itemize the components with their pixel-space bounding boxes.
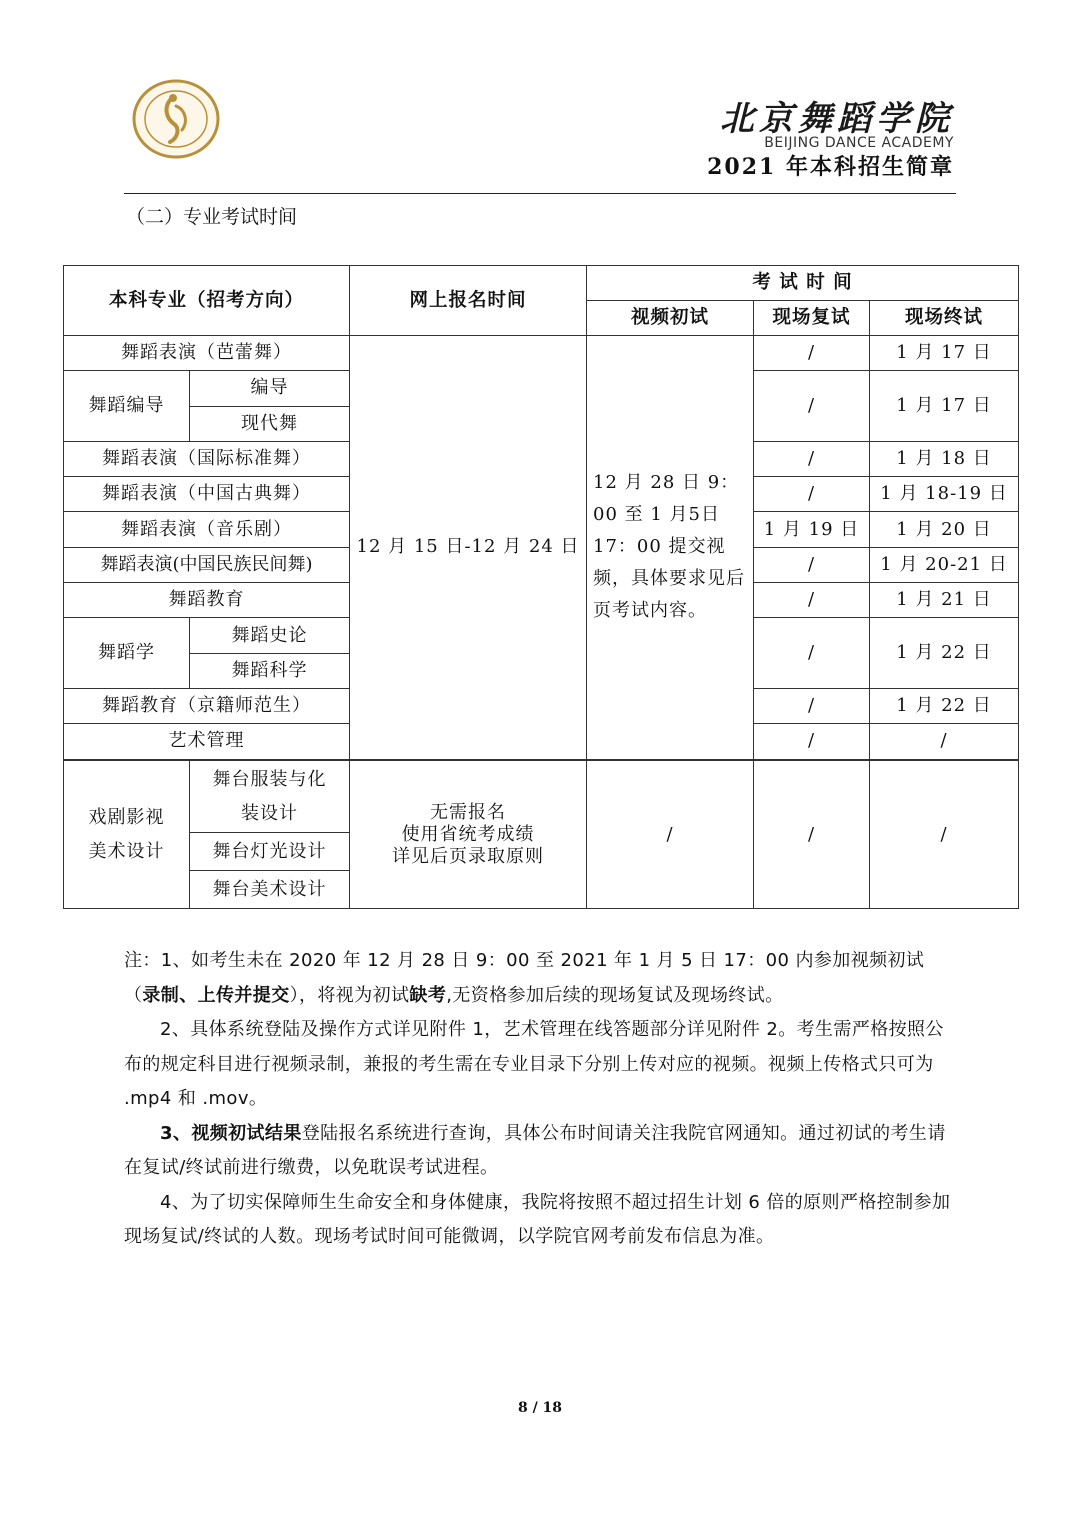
- note-4: 4、为了切实保障师生生命安全和身体健康，我院将按照不超过招生计划 6 倍的原则严格控制参加现场复试/终试的人数。现场考试时间可能微调，以学院官网考前发布信息为准。: [124, 1191, 951, 1247]
- note-text: ），将视为初试: [289, 984, 410, 1006]
- onsite-re-date: /: [754, 688, 870, 723]
- table-row: [64, 761, 1019, 833]
- major-sub: 舞蹈史论: [190, 618, 350, 653]
- header-exam-time: 考 试 时 间: [587, 266, 1019, 301]
- major-name: 舞蹈表演(中国民族民间舞): [64, 547, 350, 582]
- onsite-final-date: 1 月 21 日: [870, 583, 1019, 618]
- register-note-line: 使用省统考成绩: [401, 823, 535, 845]
- onsite-re-date: /: [754, 477, 870, 512]
- note-text: ,无资格参加后续的现场复试及现场终试。: [446, 984, 784, 1006]
- onsite-re-date: /: [754, 371, 870, 442]
- onsite-final-date: 1 月 17 日: [870, 371, 1019, 442]
- header-video: 视频初试: [587, 301, 754, 336]
- header-major: 本科专业（招考方向）: [64, 266, 350, 336]
- major-sub: 现代舞: [190, 406, 350, 441]
- onsite-re-date: /: [754, 547, 870, 582]
- onsite-final-date: 1 月 20-21 日: [870, 547, 1019, 582]
- major-sub: [190, 761, 350, 833]
- note-emphasis: 3、视频初试结果: [160, 1122, 302, 1144]
- onsite-re-date: /: [754, 441, 870, 476]
- table-row: [64, 336, 1019, 371]
- school-name-en: BEIJING DANCE ACADEMY: [764, 135, 954, 151]
- onsite-final-date: 1 月 20 日: [870, 512, 1019, 547]
- school-name-cn: 北京舞蹈学院: [720, 99, 954, 139]
- section-title: （二）专业考试时间: [126, 206, 298, 228]
- header-divider: [124, 193, 956, 194]
- major-name: 艺术管理: [64, 724, 350, 759]
- major-sub: 舞蹈科学: [190, 653, 350, 688]
- onsite-final-date: 1 月 22 日: [870, 688, 1019, 723]
- page-number: 8 / 18: [517, 1400, 563, 1416]
- major-name: 舞蹈表演（音乐剧）: [64, 512, 350, 547]
- onsite-final-date: 1 月 18 日: [870, 441, 1019, 476]
- major-sub: 舞台美术设计: [190, 871, 350, 909]
- onsite-final-date: /: [870, 761, 1019, 909]
- onsite-final-date: 1 月 17 日: [870, 336, 1019, 371]
- exam-schedule-table: [63, 265, 1019, 760]
- register-period: 12 月 15 日-12 月 24 日: [350, 336, 587, 760]
- onsite-final-date: 1 月 22 日: [870, 618, 1019, 689]
- note-emphasis: 录制、上传并提交: [142, 984, 290, 1006]
- table-header-row: [64, 266, 1019, 301]
- note-3: [124, 1117, 960, 1186]
- onsite-final-date: /: [870, 724, 1019, 759]
- header-onsite-re: 现场复试: [754, 301, 870, 336]
- academy-seal-icon: [130, 78, 222, 160]
- onsite-re-date: /: [754, 336, 870, 371]
- major-name: 舞蹈表演（中国古典舞）: [64, 477, 350, 512]
- major-sub-line: 舞台服装与化: [212, 768, 327, 790]
- note-text: 登陆报名系统进行查询，具体公布时间请关注我院官网通知。通过初试的考生请在复试/终试前进行缴费，以免耽误考试进程。: [124, 1122, 946, 1178]
- note-2: 2、具体系统登陆及操作方式详见附件 1，艺术管理在线答题部分详见附件 2。考生需严格按照公布的规定科目进行视频录制，兼报的考生需在专业目录下分别上传对应的视频。视频上传格式只可为 .mp4 和 .mov。: [124, 1019, 944, 1109]
- register-note-line: 无需报名: [430, 801, 506, 823]
- major-sub: 编导: [190, 371, 350, 406]
- onsite-re-date: /: [754, 761, 870, 909]
- note-emphasis: 缺考: [409, 984, 447, 1006]
- onsite-re-date: /: [754, 724, 870, 759]
- stage-art-table: [63, 760, 1019, 909]
- onsite-re-date: /: [754, 583, 870, 618]
- note-text: 注：1、如考生未在 2020 年 12 月 28 日 9：00 至 2021 年 1 月 5 日 17：00 内参加视频初试（: [124, 950, 925, 1006]
- brochure-subtitle: 2021 年本科招生简章: [707, 154, 954, 180]
- major-sub: 舞台灯光设计: [190, 833, 350, 871]
- notes-block: [124, 944, 960, 1255]
- header-brand: [707, 100, 954, 182]
- onsite-re-date: /: [754, 618, 870, 689]
- major-name: 舞蹈教育（京籍师范生）: [64, 688, 350, 723]
- register-note: [350, 761, 587, 909]
- video-date: /: [587, 761, 754, 909]
- major-group: 舞蹈编导: [64, 371, 190, 442]
- major-name: 舞蹈表演（国际标准舞）: [64, 441, 350, 476]
- video-period: 12 月 28 日 9：00 至 1 月5日17：00 提交视频，具体要求见后页考试内容。: [587, 336, 754, 760]
- header-register: 网上报名时间: [350, 266, 587, 336]
- note-1: [124, 944, 960, 1013]
- major-group: [64, 761, 190, 909]
- header-onsite-final: 现场终试: [870, 301, 1019, 336]
- major-group: 舞蹈学: [64, 618, 190, 689]
- major-group-line: 戏剧影视: [88, 806, 165, 828]
- major-group-line: 美术设计: [88, 840, 165, 862]
- onsite-final-date: 1 月 18-19 日: [870, 477, 1019, 512]
- register-note-line: 详见后页录取原则: [392, 845, 544, 867]
- major-sub-line: 装设计: [241, 802, 298, 824]
- major-name: 舞蹈表演（芭蕾舞）: [64, 336, 350, 371]
- major-name: 舞蹈教育: [64, 583, 350, 618]
- onsite-re-date: 1 月 19 日: [754, 512, 870, 547]
